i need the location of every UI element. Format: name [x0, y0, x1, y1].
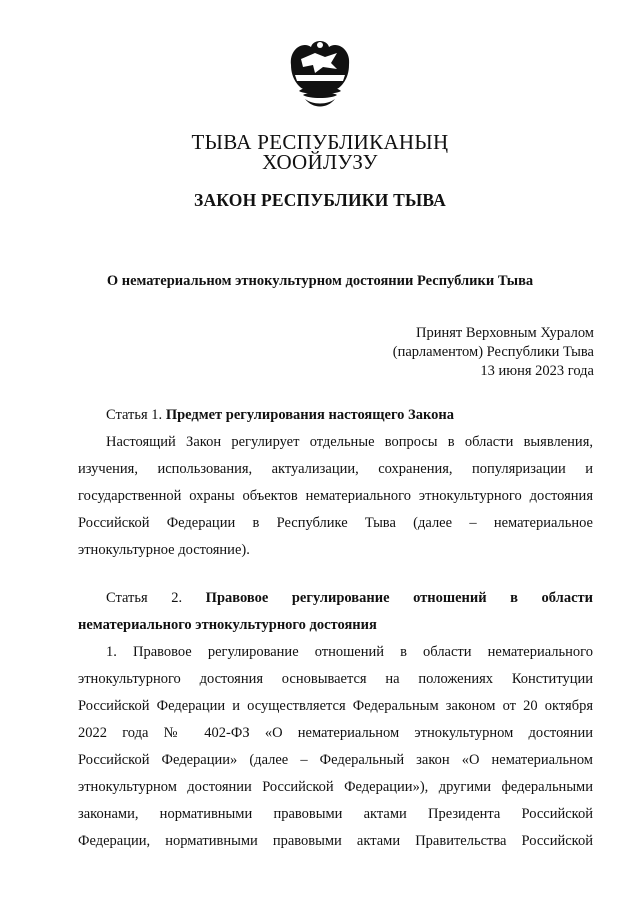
- law-title: ЗАКОН РЕСПУБЛИКИ ТЫВА: [194, 190, 446, 210]
- article-2-line: 1. Правовое регулирование отношений в области нематериального: [106, 644, 593, 660]
- adoption-line1: Принят Верховным Хуралом: [416, 325, 594, 341]
- republic-title: [0, 132, 640, 172]
- adoption-note: [393, 324, 594, 381]
- article-1-line: Настоящий Закон регулирует отдельные вопросы в области выявления,: [106, 434, 593, 450]
- tuva-coat-of-arms-icon: [285, 35, 355, 111]
- article-2-heading-cont: нематериального этнокультурного достояния: [78, 617, 377, 633]
- article-2-line: этнокультурном достоянии Российской Федерации»), другими федеральными: [78, 779, 593, 795]
- adoption-line2: (парламентом) Республики Тыва: [392, 344, 594, 360]
- article-2-line: этнокультурного достояния основывается на положениях Конституции: [78, 671, 593, 687]
- republic-title-line2: ХООЙЛУЗУ: [262, 150, 378, 174]
- article-1-heading-text: Предмет регулирования настоящего Закона: [165, 407, 454, 423]
- article-2-line: Российской Федерации» (далее – Федеральный закон «О нематериальном: [78, 752, 593, 768]
- article-2-label: Статья 2.: [106, 590, 183, 606]
- article-1-heading: [78, 402, 593, 429]
- republic-title-line1: ТЫВА РЕСПУБЛИКАНЫҢ: [191, 130, 449, 154]
- law-subject: О нематериальном этнокультурном достоянии Республики Тыва: [106, 273, 534, 289]
- article-2-line: 2022 года № 402-ФЗ «О нематериальном этнокультурном достоянии: [78, 725, 593, 741]
- article-1-line: изучения, использования, актуализации, сохранения, популяризации и: [78, 461, 593, 477]
- article-2-line: Российской Федерации и осуществляется Федеральным законом от 20 октября: [78, 698, 593, 714]
- article-1-line: государственной охраны объектов нематериального этнокультурного достояния: [78, 488, 593, 504]
- article-1-label: Статья 1.: [106, 407, 163, 423]
- article-2-heading: [78, 585, 593, 612]
- article-2-line: законами, нормативными правовыми актами Президента Российской: [78, 806, 593, 822]
- article-2-heading-text: Правовое регулирование отношений в области: [205, 590, 593, 606]
- article-2: [78, 585, 593, 855]
- adoption-line3: 13 июня 2023 года: [480, 363, 594, 379]
- article-1-line: Российской Федерации в Республике Тыва (далее – нематериальное: [78, 515, 593, 531]
- article-1: [78, 402, 593, 564]
- article-2-line: Федерации, нормативными правовыми актами Правительства Российской: [78, 833, 593, 849]
- article-1-line: этнокультурное достояние).: [78, 542, 250, 558]
